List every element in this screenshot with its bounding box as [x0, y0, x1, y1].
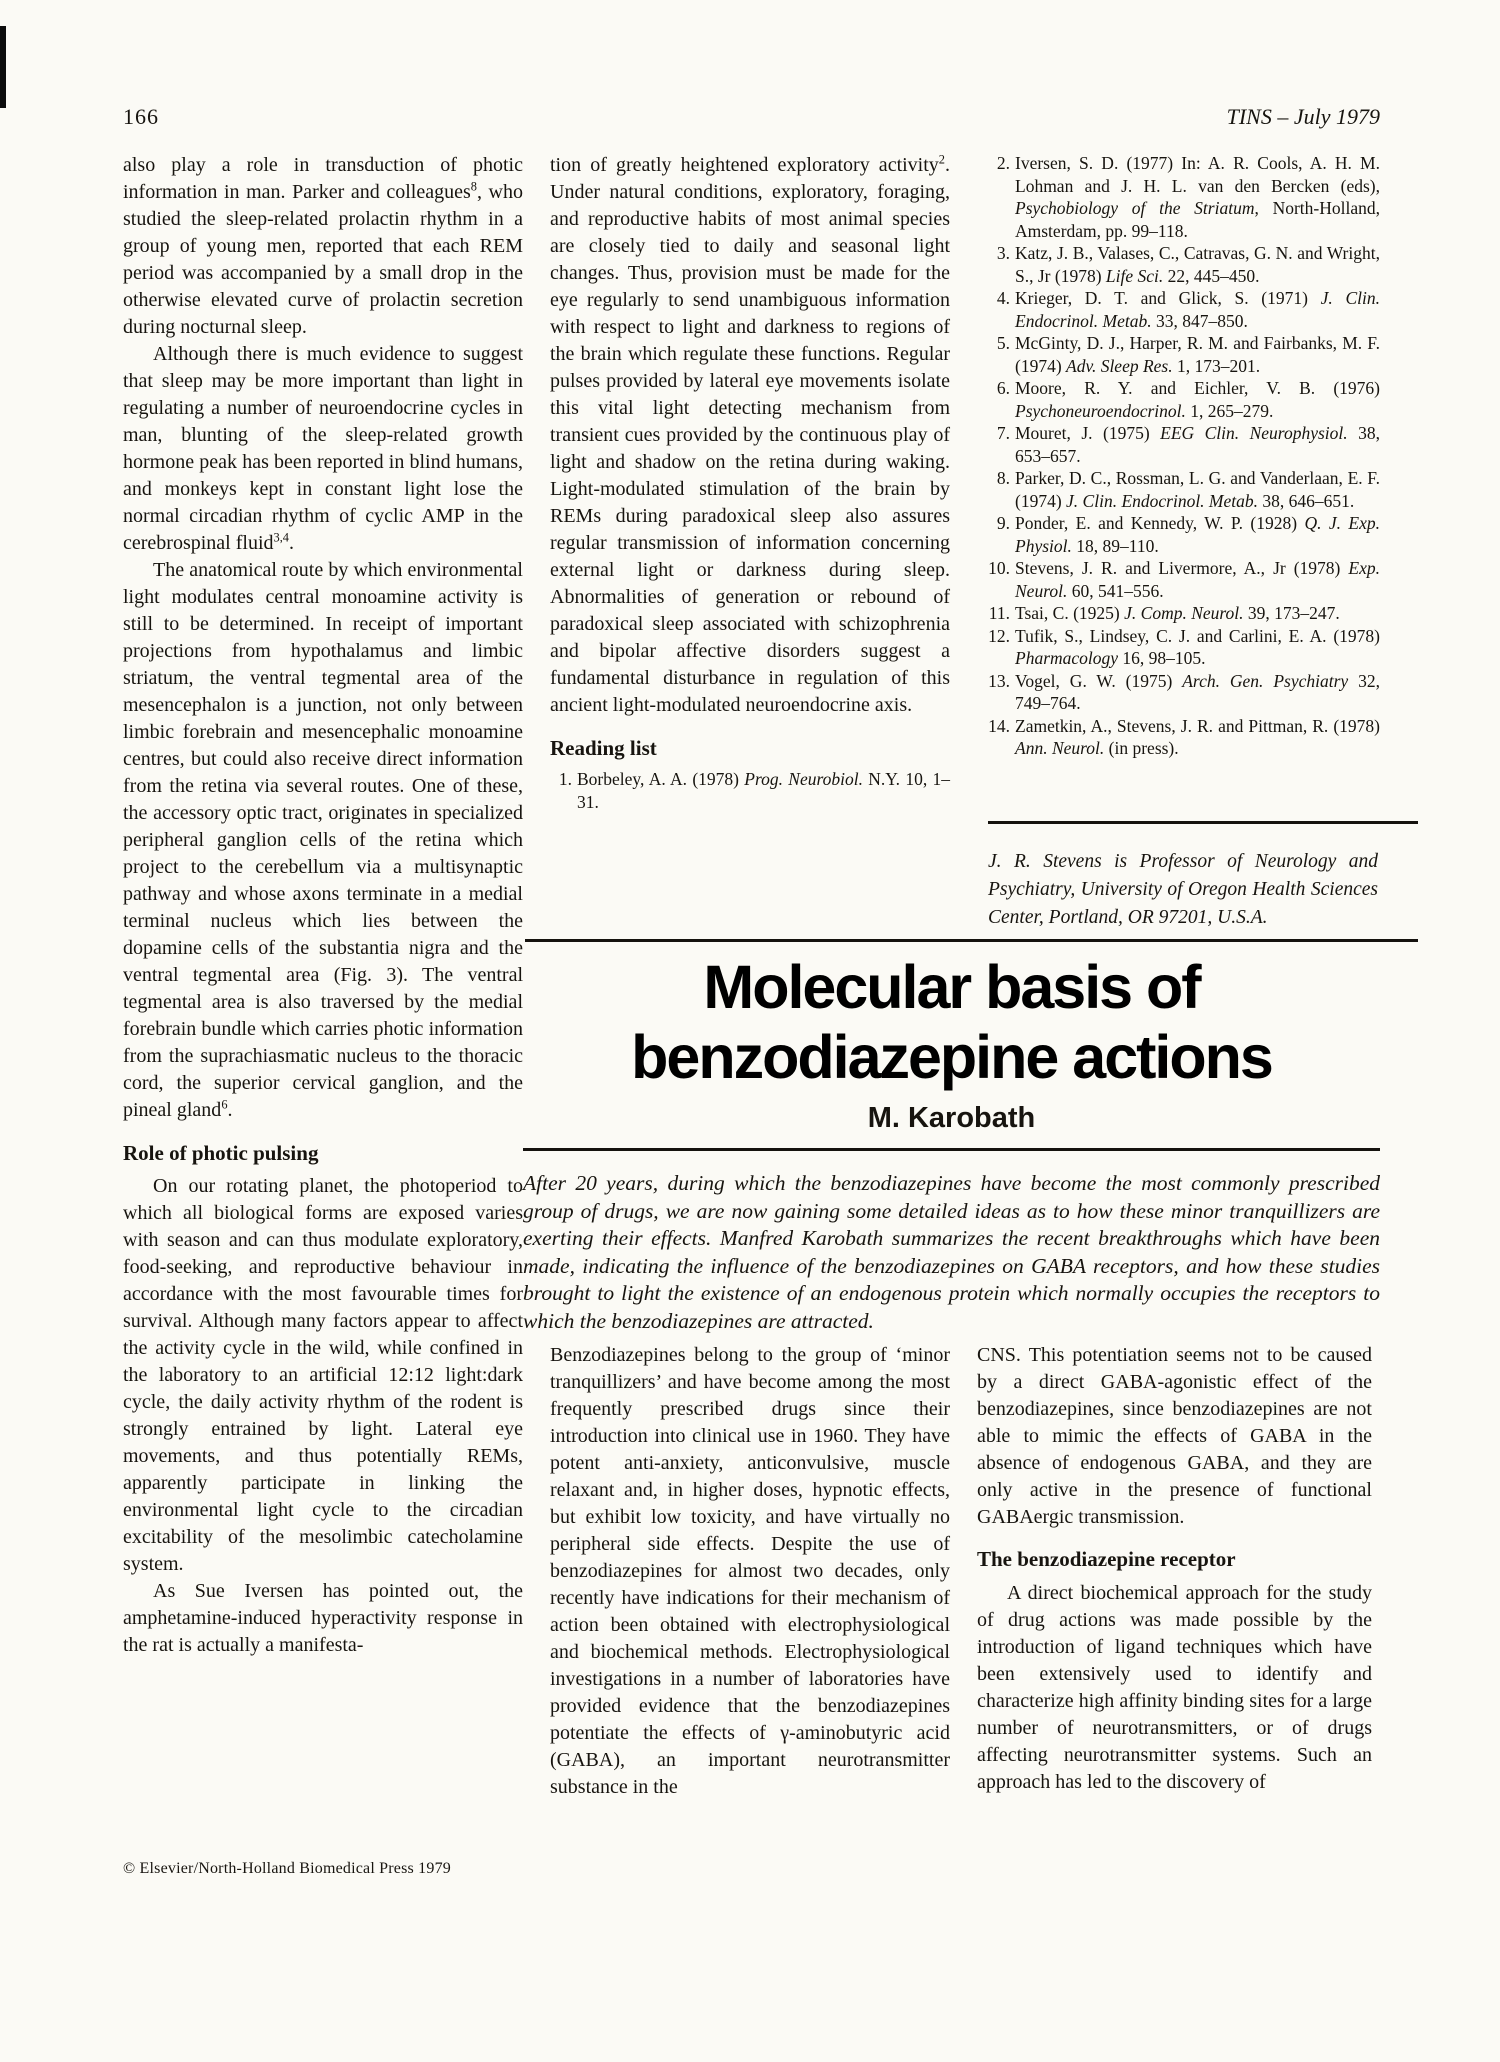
paragraph: CNS. This potentiation seems not to be caused by a direct GABA-agonistic effect of the benzodiazepines, since benzodiazepines are not able to mimic the effects of GABA in the absence of endogenous GABA, and they are only active in the presence of functional GABAergic transmission. — [977, 1344, 1372, 1528]
reference-number: 7. — [996, 423, 1010, 443]
page-number: 166 — [123, 104, 159, 129]
article-title: Molecular basis of benzodiazepine actions — [631, 953, 1272, 1091]
reference-text: Ponder, E. and Kennedy, W. P. (1928) Q. J. Exp. Physiol. 18, 89–110. — [1015, 513, 1380, 556]
affiliation-note: J. R. Stevens is Professor of Neurology and Psychiatry, University of Oregon Health Sciences Center, Portland, OR 97201, U.S.A. — [988, 851, 1378, 928]
reference-number: 4. — [996, 288, 1010, 308]
copyright-notice: © Elsevier/North-Holland Biomedical Press 1979 — [123, 1860, 451, 1877]
reference-item — [988, 287, 1380, 332]
paragraph: A direct biochemical approach for the study of drug actions was made possible by the introduction of ligand techniques which have been extensively used to identify and characterize high affinity binding sites for a large number of neurotransmitters, or of drugs affecting neurotransmitter systems. Such an approach has led to the discovery of — [977, 1582, 1372, 1793]
article-body — [550, 1342, 1372, 1801]
paragraph: tion of greatly heightened exploratory activity$^2$. Under natural conditions, exploratory, foraging, and reproductive habits of most animal species are closely tied to daily and seasonal light changes. Thus, provision must be made for the eye regularly to send unambiguous information with respect to light and darkness to regions of the brain which regulate these functions. Regular pulses provided by lateral eye movements isolate this vital light detecting mechanism from transient cues provided by the continuous play of light and shadow on the retina during waking. Light-modulated stimulation of the brain by REMs during paradoxical sleep also assures regular transmission of information concerning external light or darkness during sleep. Abnormalities of generation or rebound of paradoxical sleep associated with schizophrenia and bipolar affective disorders suggest a fundamental disturbance in regulation of this ancient light-modulated neuroendocrine axis. — [550, 152, 950, 716]
journal-title: TINS – July 1979 — [1226, 104, 1380, 129]
reference-text: Tufik, S., Lindsey, C. J. and Carlini, E. A. (1978) Pharmacology 16, 98–105. — [1015, 625, 1380, 668]
reference-number: 1. — [558, 769, 572, 789]
divider-below-author — [523, 1148, 1380, 1151]
reading-list-item — [550, 768, 950, 813]
page-header — [123, 104, 1380, 130]
reference-number: 5. — [996, 333, 1010, 353]
reference-number: 14. — [988, 715, 1010, 736]
reference-item — [988, 422, 1380, 467]
reference-text: Krieger, D. T. and Glick, S. (1971) J. Clin. Endocrinol. Metab. 33, 847–850. — [1015, 288, 1380, 331]
reference-number: 9. — [996, 513, 1010, 533]
paragraph: The anatomical route by which environmental light modulates central monoamine activity is still to be determined. In receipt of important projections from hypothalamus and limbic striatum, the ventral tegmental area of the mesencephalon is a junction, not only between limbic forebrain and mesencephalic monoamine centres, but could also receive direct information from the retina via several routes. One of these, the accessory optic tract, originates in specialized peripheral ganglion cells of the retina which project to the cerebellum via a multisynaptic pathway and whose axons terminate in a medial terminal nucleus which lies between the dopamine cells of the substantia nigra and the ventral tegmental area (Fig. 3). The ventral tegmental area is also traversed by the medial forebrain bundle which carries photic information from the suprachiasmatic nucleus to the thoracic cord, the superior cervical ganglion, and the pineal gland$^6$. — [123, 559, 523, 1121]
section-heading-benzodiazepine-receptor: The benzodiazepine receptor — [977, 1547, 1236, 1571]
scan-artifact-mark — [0, 26, 6, 108]
reference-text: McGinty, D. J., Harper, R. M. and Fairbanks, M. F. (1974) Adv. Sleep Res. 1, 173–201. — [1015, 333, 1380, 376]
reference-number: 6. — [996, 378, 1010, 398]
middle-column — [550, 152, 950, 813]
reference-text: Borbeley, A. A. (1978) Prog. Neurobiol. N.Y. 10, 1–31. — [577, 769, 950, 812]
left-column — [123, 152, 523, 1659]
reference-text: Parker, D. C., Rossman, L. G. and Vanderlaan, E. F. (1974) J. Clin. Endocrinol. Metab. 38, 646–651. — [1015, 468, 1380, 511]
reference-number: 10. — [988, 558, 1010, 578]
article-header — [523, 952, 1380, 1335]
reference-number: 2. — [996, 153, 1010, 173]
reference-item — [988, 512, 1380, 557]
article-abstract: After 20 years, during which the benzodiazepines have become the most commonly prescribed group of drugs, we are now gaining some detailed ideas as to how these minor tranquillizers are exerting their effects. Manfred Karobath summarizes the recent breakthroughs which have been made, indicating the influence of the benzodiazepines on GABA receptors, and how these studies brought to light the existence of an endogenous protein which normally occupies the receptors to which the benzodiazepines are attracted. — [523, 1171, 1380, 1333]
reference-number: 12. — [988, 625, 1010, 646]
reference-text: Tsai, C. (1925) J. Comp. Neurol. 39, 173–247. — [1015, 603, 1340, 623]
reference-number: 13. — [988, 670, 1010, 691]
reference-item — [988, 467, 1380, 512]
reference-text: Moore, R. Y. and Eichler, V. B. (1976) Psychoneuroendocrinol. 1, 265–279. — [1015, 378, 1380, 421]
reference-item — [988, 377, 1380, 422]
reference-item — [988, 670, 1380, 715]
reference-number: 8. — [996, 468, 1010, 488]
reference-number: 3. — [996, 243, 1010, 263]
reference-text: Iversen, S. D. (1977) In: A. R. Cools, A. H. M. Lohman and J. H. L. van den Bercken (eds), Psychobiology of the Striatum, North-Holland, Amsterdam, pp. 99–118. — [1015, 153, 1380, 241]
reference-text: Vogel, G. W. (1975) Arch. Gen. Psychiatry 32, 749–764. — [1015, 670, 1381, 713]
reference-text: Mouret, J. (1975) EEG Clin. Neurophysiol. 38, 653–657. — [1015, 423, 1380, 466]
references-list — [988, 152, 1380, 760]
reference-item — [988, 557, 1380, 602]
paragraph: As Sue Iversen has pointed out, the amphetamine-induced hyperactivity response in the rat is actually a manifesta- — [123, 1580, 523, 1656]
reading-list-heading: Reading list — [550, 736, 657, 760]
paragraph: also play a role in transduction of photic information in man. Parker and colleagues$^8$, who studied the sleep-related prolactin rhythm in a group of young men, reported that each REM period was accompanied by a small drop in the otherwise elevated curve of prolactin secretion during nocturnal sleep. — [123, 154, 523, 338]
reference-item — [988, 152, 1380, 242]
reference-text: Katz, J. B., Valases, C., Catravas, G. N. and Wright, S., Jr (1978) Life Sci. 22, 445–450. — [1015, 243, 1380, 286]
paragraph: Although there is much evidence to suggest that sleep may be more important than light in regulating a number of neuroendocrine cycles in man, blunting of the sleep-related growth hormone peak has been reported in blind humans, and monkeys kept in constant light lose the normal circadian rhythm of cyclic AMP in the cerebrospinal fluid$^{3,4}$. — [123, 343, 523, 554]
divider-above-article — [525, 939, 1418, 942]
section-heading-role-of-photic-pulsing: Role of photic pulsing — [123, 1141, 319, 1165]
reference-text: Zametkin, A., Stevens, J. R. and Pittman, R. (1978) Ann. Neurol. (in press). — [1015, 715, 1380, 758]
article-column-left — [550, 1342, 950, 1801]
reference-number: 11. — [988, 603, 1010, 623]
paragraph: Benzodiazepines belong to the group of ‘minor tranquillizers’ and have become among the most frequently prescribed drugs since their introduction into clinical use in 1960. They have potent anti-anxiety, anticonvulsive, muscle relaxant and, in higher doses, hypnotic effects, but exhibit low toxicity, and have virtually no peripheral side effects. Despite the use of benzodiazepines for almost two decades, only recently have indications for their mechanism of action been obtained with electrophysiological and biochemical methods. Electrophysiological investigations in a number of laboratories have provided evidence that the benzodiazepines potentiate the effects of γ-aminobutyric acid (GABA), an important neurotransmitter substance in the — [550, 1344, 950, 1798]
right-column-references — [988, 152, 1380, 760]
article-column-right — [977, 1342, 1372, 1801]
divider-above-affiliation — [988, 821, 1418, 824]
reference-item — [988, 602, 1380, 625]
reference-item — [988, 715, 1380, 760]
reference-text: Stevens, J. R. and Livermore, A., Jr (1978) Exp. Neurol. 60, 541–556. — [1015, 558, 1380, 601]
reference-item — [988, 332, 1380, 377]
reading-list — [550, 768, 950, 813]
paragraph: On our rotating planet, the photoperiod to which all biological forms are exposed varies with season and can thus modulate exploratory, food-seeking, and reproductive behaviour in accordance with the most favourable times for survival. Although many factors appear to affect the activity cycle in the wild, while confined in the laboratory to an artificial 12:12 light:dark cycle, the daily activity rhythm of the rodent is strongly entrained by light. Lateral eye movements, and thus potentially REMs, apparently participate in linking the environmental light cycle to the circadian excitability of the mesolimbic catecholamine system. — [123, 1175, 523, 1575]
article-author: M. Karobath — [867, 1102, 1036, 1134]
reference-item — [988, 242, 1380, 287]
reference-item — [988, 625, 1380, 670]
